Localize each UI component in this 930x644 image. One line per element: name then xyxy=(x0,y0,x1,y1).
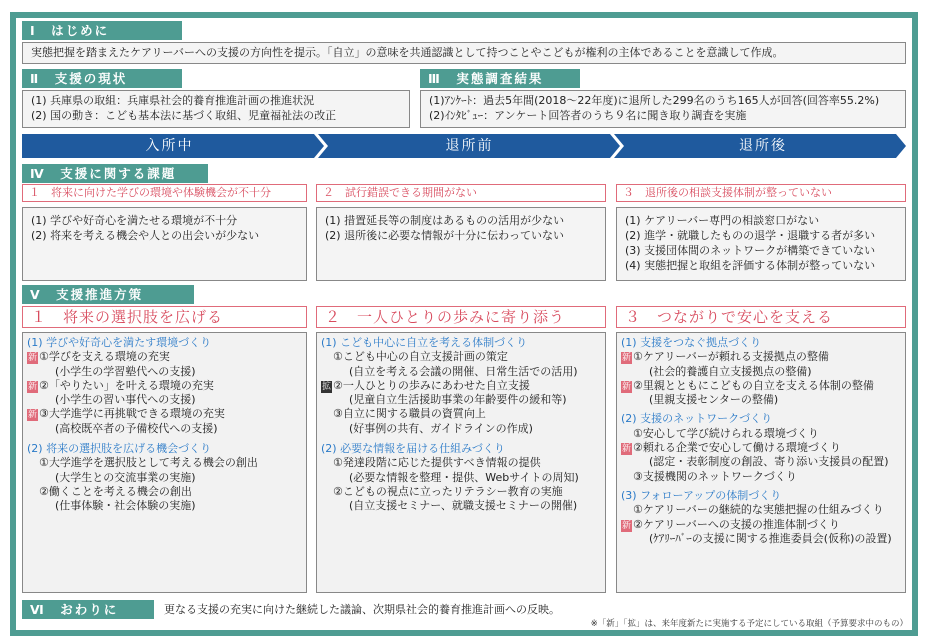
measure-item: ①大学進学を選択肢として考える機会の創出 xyxy=(39,456,258,470)
new-tag: 新 xyxy=(622,520,632,531)
current-line: (1) 兵庫県の取組：兵庫県社会的養育推進計画の推進状況 xyxy=(31,94,315,107)
measure-box xyxy=(316,332,606,593)
issue-line: (2) 進学・就職したものの退学・退職する者が多い xyxy=(625,229,876,242)
closing-text: 更なる支援の充実に向けた継続した議論、次期県社会的養育推進計画への反映。 xyxy=(164,603,560,616)
measure-item: ③自立に関する職員の資質向上 xyxy=(333,407,486,421)
measure-item: ①安心して学び続けられる環境づくり xyxy=(633,426,819,440)
measure-subheading: (3) フォローアップの体制づくり xyxy=(621,488,782,502)
issue-line: (4) 実態把握と取組を評価する体制が整っていない xyxy=(625,259,876,272)
measure-heading: ２ 一人ひとりの歩みに寄り添う xyxy=(316,306,606,328)
issue-line: (1) ケアリーバー専門の相談窓口がない xyxy=(625,214,820,227)
measure-note: (社会的養護自立支援拠点の整備) xyxy=(649,364,812,378)
issue-line: (3) 支援団体間のネットワークが構築できていない xyxy=(625,244,876,257)
new-tag: 新 xyxy=(622,444,632,455)
issue-box xyxy=(22,207,307,281)
phase-during: 入所中 xyxy=(145,138,194,154)
measure-item: 新 ②頼れる企業で安心して働ける環境づくり xyxy=(622,441,841,455)
section-current-title: Ⅱ 支援の現状 xyxy=(22,69,182,88)
new-tag: 新 xyxy=(28,381,38,392)
new-tag: 新 xyxy=(28,410,38,421)
measure-subheading: (2) 必要な情報を届ける仕組みづくり xyxy=(321,442,505,456)
section-closing-title: Ⅵ おわりに xyxy=(22,600,154,619)
phase-arrow-bar xyxy=(22,134,906,158)
current-box xyxy=(22,90,410,128)
measure-item: ②こどもの視点に立ったリテラシー教育の実施 xyxy=(333,484,563,498)
issue-heading: ３ 退所後の相談支援体制が整っていない xyxy=(616,184,906,202)
current-line: (2) 国の動き：こども基本法に基づく取組、児童福祉法の改正 xyxy=(31,109,337,122)
measure-note: (里親支援センターの整備) xyxy=(649,393,779,407)
measure-item: 新 ①学びを支える環境の充実 xyxy=(28,350,170,364)
intro-text-box xyxy=(22,42,906,64)
measure-item: 拡 ②一人ひとりの歩みにあわせた自立支援 xyxy=(322,378,530,392)
survey-box xyxy=(420,90,906,128)
new-tag: 新 xyxy=(28,353,38,364)
measure-item: 新 ②ケアリーバーへの支援の推進体制づくり xyxy=(622,517,840,531)
measure-item: 新 ②里親とともにこどもの自立を支える体制の整備 xyxy=(622,378,874,392)
measure-note: (認定・表彰制度の創設、寄り添い支援員の配置) xyxy=(649,455,889,469)
survey-line: (2)ｲﾝﾀﾋﾞｭｰ：アンケート回答者のうち９名に聞き取り調査を実施 xyxy=(429,109,747,122)
issue-line: (2) 退所後に必要な情報が十分に伝わっていない xyxy=(325,229,564,242)
new-tag: 新 xyxy=(622,353,632,364)
measure-subheading: (1) こども中心に自立を考える体制づくり xyxy=(321,336,528,349)
measure-heading: １ 将来の選択肢を広げる xyxy=(22,306,307,328)
footnote: ※「新」「拡」は、来年度新たに実施する予定にしている取組（予算要求中のもの） xyxy=(590,619,908,629)
measure-note: (小学生の習い事代への支援) xyxy=(55,393,196,407)
measure-note: (仕事体験・社会体験の実施) xyxy=(55,499,196,513)
measure-heading: ３ つながりで安心を支える xyxy=(616,306,906,328)
phase-after-leaving: 退所後 xyxy=(739,138,787,154)
measure-note: (高校既卒者の予備校代への支援) xyxy=(55,421,218,435)
measure-item: ①ケアリーバーの継続的な実態把握の仕組みづくり xyxy=(633,503,884,517)
section-measures-title: Ⅴ 支援推進方策 xyxy=(22,285,194,304)
section-intro-title: Ⅰ はじめに xyxy=(22,21,182,40)
measure-item: 新 ①ケアリーバーが頼れる支援拠点の整備 xyxy=(622,350,829,364)
summary-frame xyxy=(10,12,918,636)
measure-note: (好事例の共有、ガイドラインの作成) xyxy=(349,421,533,435)
measure-note: (自立支援セミナー、就職支援セミナーの開催) xyxy=(349,499,578,513)
new-tag: 新 xyxy=(622,381,632,392)
measure-note: (大学生との交流事業の実施) xyxy=(55,470,196,484)
measure-note: (自立を考える会議の開催、日常生活での活用) xyxy=(349,364,578,378)
measure-note: (必要な情報を整理・提供、Webサイトの周知) xyxy=(349,470,579,484)
issue-line: (1) 学びや好奇心を満たせる環境が不十分 xyxy=(31,214,238,227)
measure-note: (小学生の学習塾代への支援) xyxy=(55,364,196,378)
measure-subheading: (2) 支援のネットワークづくり xyxy=(621,412,773,426)
measure-item: ①こども中心の自立支援計画の策定 xyxy=(333,350,508,364)
issue-line: (2) 将来を考える機会や人との出会いが少ない xyxy=(31,229,260,242)
measure-subheading: (2) 将来の選択肢を広げる機会づくり xyxy=(27,442,212,456)
measure-note: (ｹｱﾘｰﾊﾞｰの支援に関する推進委員会(仮称)の設置) xyxy=(649,531,892,545)
section-survey-title: Ⅲ 実態調査結果 xyxy=(420,69,580,88)
intro-text: 実態把握を踏まえたケアリーバーへの支援の方向性を提示。「自立」の意味を共通認識として持つことやこどもが権利の主体であることを意識して作成。 xyxy=(31,46,784,59)
measure-item: 新 ③大学進学に再挑戦できる環境の充実 xyxy=(28,407,225,421)
issue-line: (1) 措置延長等の制度はあるものの活用が少ない xyxy=(325,214,565,227)
issue-box xyxy=(316,207,606,281)
expanded-tag: 拡 xyxy=(322,381,332,392)
measure-note: (児童自立生活援助事業の年齢要件の緩和等) xyxy=(349,393,567,407)
measure-box xyxy=(22,332,307,593)
measure-item: ③支援機関のネットワークづくり xyxy=(633,469,797,483)
measure-item: ①発達段階に応じた提供すべき情報の提供 xyxy=(333,456,541,470)
measure-item: 新 ②「やりたい」を叶える環境の充実 xyxy=(28,378,214,392)
measure-subheading: (1) 学びや好奇心を満たす環境づくり xyxy=(27,336,212,349)
measure-item: ②働くことを考える機会の創出 xyxy=(39,484,192,498)
issue-heading: ２ 試行錯誤できる期間がない xyxy=(316,184,606,202)
measure-subheading: (1) 支援をつなぐ拠点づくり xyxy=(621,336,762,349)
measure-box xyxy=(616,332,906,593)
issue-box xyxy=(616,207,906,281)
issue-heading: １ 将来に向けた学びの環境や体験機会が不十分 xyxy=(22,184,307,202)
survey-line: (1)ｱﾝｹｰﾄ：過去5年間(2018～22年度)に退所した299名のうち165人が回答(回答率55.2%) xyxy=(429,94,880,107)
phase-before-leaving: 退所前 xyxy=(445,138,494,154)
section-issues-title: Ⅳ 支援に関する課題 xyxy=(22,164,208,183)
